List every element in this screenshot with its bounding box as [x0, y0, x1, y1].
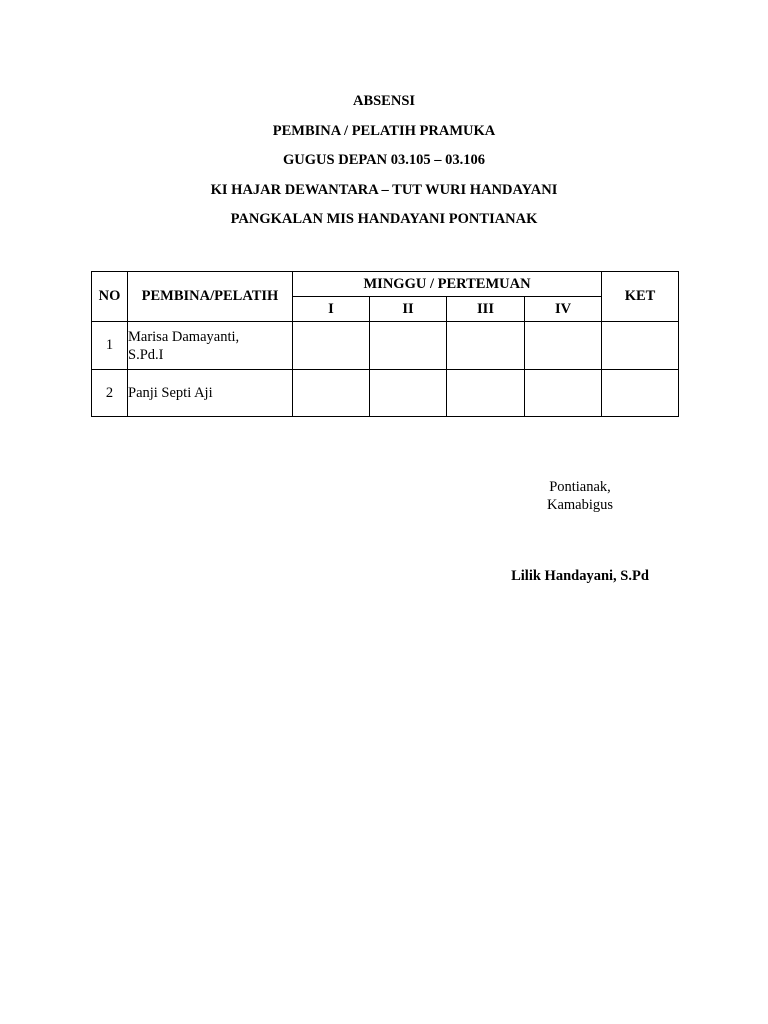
row-number: 2: [92, 370, 128, 417]
row-number: 1: [92, 322, 128, 370]
ket-cell: [602, 370, 679, 417]
title-gugus-depan: GUGUS DEPAN 03.105 – 03.106: [283, 152, 485, 168]
header-week-1: I: [293, 297, 370, 322]
attendance-cell-week-1: [293, 370, 370, 417]
attendance-cell-week-2: [370, 322, 447, 370]
signature-place-block: [480, 478, 680, 514]
header-pembina-pelatih: PEMBINA/PELATIH: [128, 272, 293, 322]
header-no: NO: [92, 272, 128, 322]
header-week-2: II: [370, 297, 447, 322]
attendance-table: [91, 271, 679, 417]
title-pangkalan: PANGKALAN MIS HANDAYANI PONTIANAK: [230, 211, 538, 227]
signature-role: Kamabigus: [546, 497, 614, 513]
header-week-4: IV: [525, 297, 602, 322]
row-name: [128, 370, 293, 417]
row-name: [128, 322, 293, 370]
attendance-cell-week-3: [447, 322, 525, 370]
signature-place: Pontianak,: [549, 479, 611, 495]
row-name-line1: Marisa Damayanti,: [128, 328, 240, 345]
attendance-cell-week-4: [525, 370, 602, 417]
row-name-line2: S.Pd.I: [128, 346, 164, 363]
signature-name: Lilik Handayani, S.Pd: [511, 568, 649, 584]
ket-cell: [602, 322, 679, 370]
table-row: [92, 322, 679, 370]
attendance-cell-week-1: [293, 322, 370, 370]
header-ket: KET: [602, 272, 679, 322]
header-week-3: III: [447, 297, 525, 322]
attendance-cell-week-2: [370, 370, 447, 417]
title-pembina: PEMBINA / PELATIH PRAMUKA: [272, 122, 496, 139]
title-ki-hajar: KI HAJAR DEWANTARA – TUT WURI HANDAYANI: [210, 181, 558, 198]
row-name-line1: Panji Septi Aji: [128, 385, 213, 401]
title-absensi: ABSENSI: [352, 93, 416, 109]
header-minggu-pertemuan: MINGGU / PERTEMUAN: [293, 272, 602, 297]
table-row: [92, 370, 679, 417]
attendance-cell-week-3: [447, 370, 525, 417]
attendance-cell-week-4: [525, 322, 602, 370]
table-header-row: [92, 272, 679, 297]
document-title: [0, 92, 768, 240]
